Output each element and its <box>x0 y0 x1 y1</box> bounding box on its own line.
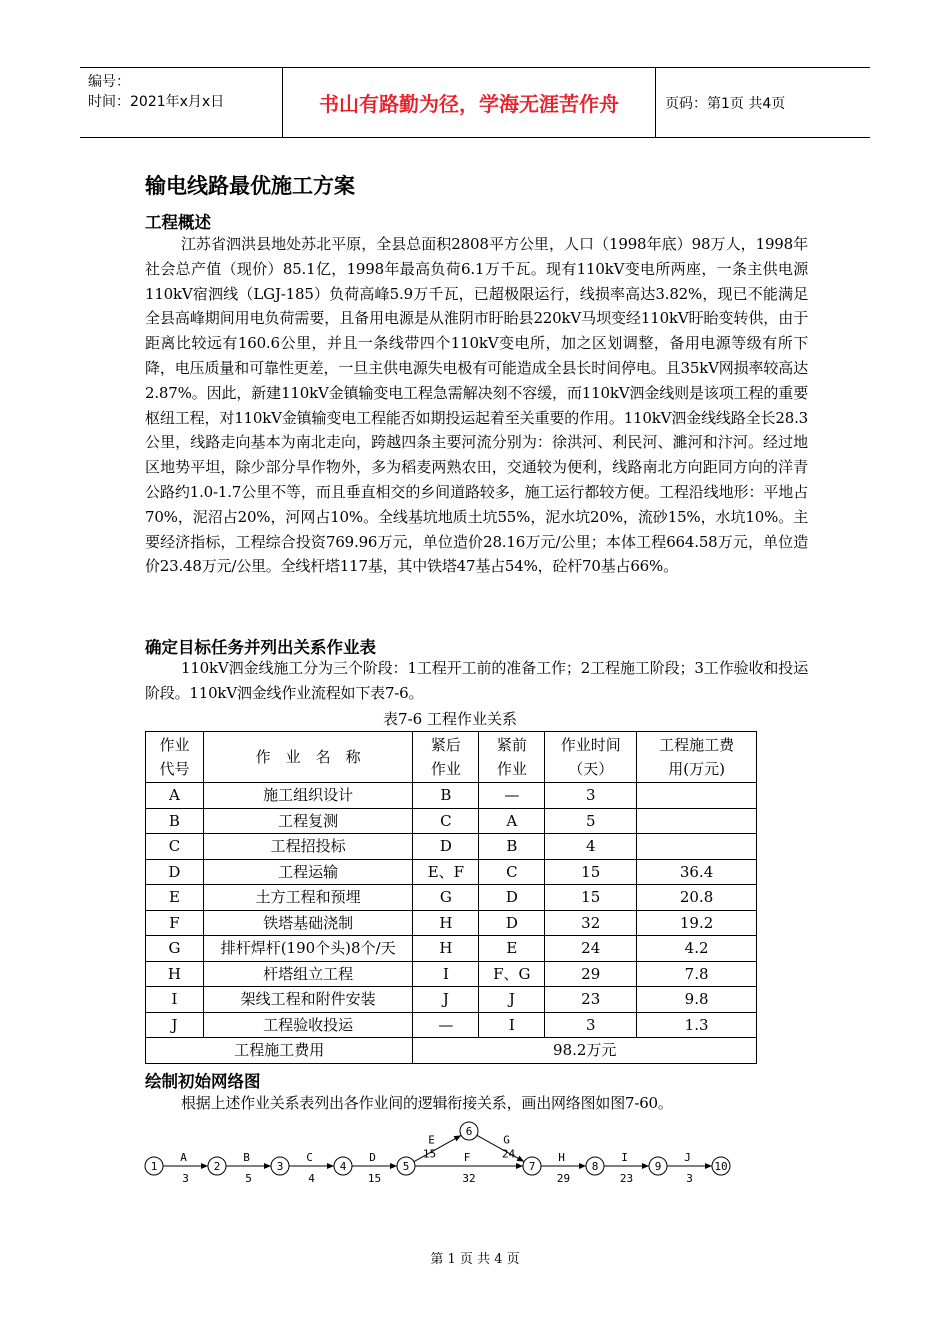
table-total-row <box>146 1038 757 1064</box>
header-duration: 作业时间 （天） <box>545 732 637 783</box>
tasks-paragraph: 110kV泗金线施工分为三个阶段：1工程开工前的准备工作；2工程施工阶段；3工作验收和投运阶段。110kV泗金线作业流程如下表7-6。 <box>145 659 808 702</box>
table-header-row <box>146 732 757 783</box>
network-node-label: 5 <box>402 1160 410 1173</box>
network-node-label: 6 <box>465 1125 473 1138</box>
network-edge-label: E <box>428 1133 435 1147</box>
network-edge-duration: 4 <box>308 1172 315 1185</box>
overview-heading: 工程概述 <box>145 213 211 232</box>
network-edge-label: F <box>463 1151 471 1164</box>
network-edge-label: I <box>621 1151 628 1164</box>
header-name: 作 业 名 称 <box>203 732 413 783</box>
table-caption: 表7-6 工程作业关系 <box>383 710 517 728</box>
table-row: H 杆塔组立工程 I F、G 29 7.8 <box>146 961 757 987</box>
header-meta <box>80 68 282 137</box>
network-edge-label: A <box>180 1151 187 1164</box>
network-node-label: 7 <box>528 1160 536 1173</box>
table-row: I 架线工程和附件安装 J J 23 9.8 <box>146 987 757 1013</box>
network-edge-duration: 29 <box>556 1172 571 1185</box>
network-node-label: 3 <box>276 1160 284 1173</box>
network-node-label: 9 <box>654 1160 662 1173</box>
network-edge-duration: 24 <box>501 1147 516 1161</box>
total-label: 工程施工费用 <box>146 1038 413 1064</box>
network-edge-duration: 3 <box>686 1172 693 1185</box>
header-successor: 紧后 作业 <box>413 732 479 783</box>
header-cost: 工程施工费 用(万元) <box>637 732 757 783</box>
network-diagram <box>140 1118 740 1198</box>
network-edge-label: G <box>503 1133 510 1147</box>
header-predecessor: 紧前 作业 <box>479 732 545 783</box>
network-edge-duration: 15 <box>367 1172 382 1185</box>
table-row: D 工程运输 E、F C 15 36.4 <box>146 859 757 885</box>
network-edge-duration: 15 <box>422 1147 437 1161</box>
table-row: B 工程复测 C A 5 <box>146 808 757 834</box>
network-edge-G <box>477 1135 524 1161</box>
header-page-info: 页码：第1页 共4页 <box>665 95 786 112</box>
network-edge-duration: 23 <box>619 1172 634 1185</box>
network-edge-label: B <box>243 1151 250 1164</box>
table-row: E 土方工程和预埋 G D 15 20.8 <box>146 885 757 911</box>
table-row: C 工程招投标 D B 4 <box>146 834 757 860</box>
network-edge-E <box>414 1135 461 1161</box>
table-row: J 工程验收投运 — I 3 1.3 <box>146 1012 757 1038</box>
network-heading: 绘制初始网络图 <box>145 1072 261 1091</box>
page-header <box>80 67 870 138</box>
page-footer: 第 1 页 共 4 页 <box>430 1252 520 1267</box>
network-edge-duration: 5 <box>245 1172 252 1185</box>
header-code: 作业 代号 <box>146 732 204 783</box>
network-edge-duration: 32 <box>462 1172 476 1185</box>
network-node-label: 4 <box>339 1160 347 1173</box>
network-paragraph: 根据上述作业关系表列出各作业间的逻辑衔接关系，画出网络图如图7-60。 <box>181 1094 673 1112</box>
table-row: G 排杆焊杆(190个头)8个/天 H E 24 4.2 <box>146 936 757 962</box>
number-label: 编号： <box>88 74 130 90</box>
network-edge-duration: 3 <box>182 1172 189 1185</box>
date-label: 时间：2021年x月x日 <box>88 94 225 110</box>
network-node-label: 8 <box>591 1160 599 1173</box>
network-node-label: 1 <box>150 1160 158 1173</box>
total-value: 98.2万元 <box>413 1038 757 1064</box>
header-motto: 书山有路勤为径，学海无涯苦作舟 <box>282 68 656 137</box>
overview-paragraph: 江苏省泗洪县地处苏北平原，全县总面积2808平方公里，人口（1998年底）98万人，1998年社会总产值（现价）85.1亿，1998年最高负荷6.1万千瓦。现有110kV变电所两座，一条主供电源110kV宿泗线（LGJ-185）负荷高峰5.9万千瓦，已超极限运行，线损率高达3.82%，现已不能满足全县高峰期间用电负荷需要，且备用电源是从淮阴市盱眙县220kV马坝变经110kV盱眙变转供，由于距离比较远有160.6公里，并且一条线带四个110kV变电所，加之区划调整，备用电源等级有所下降，电压质量和可靠性更差，一旦主供电源失电极有可能造成全县长时间停电。且35kV网损率较高达2.87%。因此，新建110kV金镇输变电工程急需解决刻不容缓，而110kV泗金线则是该项工程的重要枢纽工程，对110kV金镇输变电工程能否如期投运起着至关重要的作用。110kV泗金线线路全长28.3公里，线路走向基本为南北走向，跨越四条主要河流分别为：徐洪河、利民河、濉河和汴河。经过地区地势平坦，除少部分旱作物外，多为稻麦两熟农田，交通较为便利，线路南北方向距同方向的洋青公路约1.0-1.7公里不等，而且垂直相交的乡间道路较多，施工运行都较方便。工程沿线地形：平地占70%，泥沼占20%，河网占10%。全线基坑地质土坑55%，泥水坑20%，流砂15%，水坑10%。主要经济指标，工程综合投资769.96万元，单位造价28.16万元/公里；本体工程664.58万元，单位造价23.48万元/公里。全线杆塔117基，其中铁塔47基占54%，砼杆70基占66%。 <box>145 235 808 576</box>
network-node-label: 2 <box>213 1160 221 1173</box>
network-edge-label: H <box>558 1151 565 1164</box>
table-row: F 铁塔基础浇制 H D 32 19.2 <box>146 910 757 936</box>
work-relation-table <box>145 731 757 1064</box>
network-edge-label: C <box>306 1151 313 1164</box>
network-edge-label: D <box>369 1151 376 1164</box>
network-node-label: 10 <box>714 1160 728 1173</box>
table-row: A 施工组织设计 B — 3 <box>146 783 757 809</box>
tasks-heading: 确定目标任务并列出关系作业表 <box>145 638 376 657</box>
document-title: 输电线路最优施工方案 <box>145 174 355 198</box>
network-edge-label: J <box>684 1151 691 1164</box>
